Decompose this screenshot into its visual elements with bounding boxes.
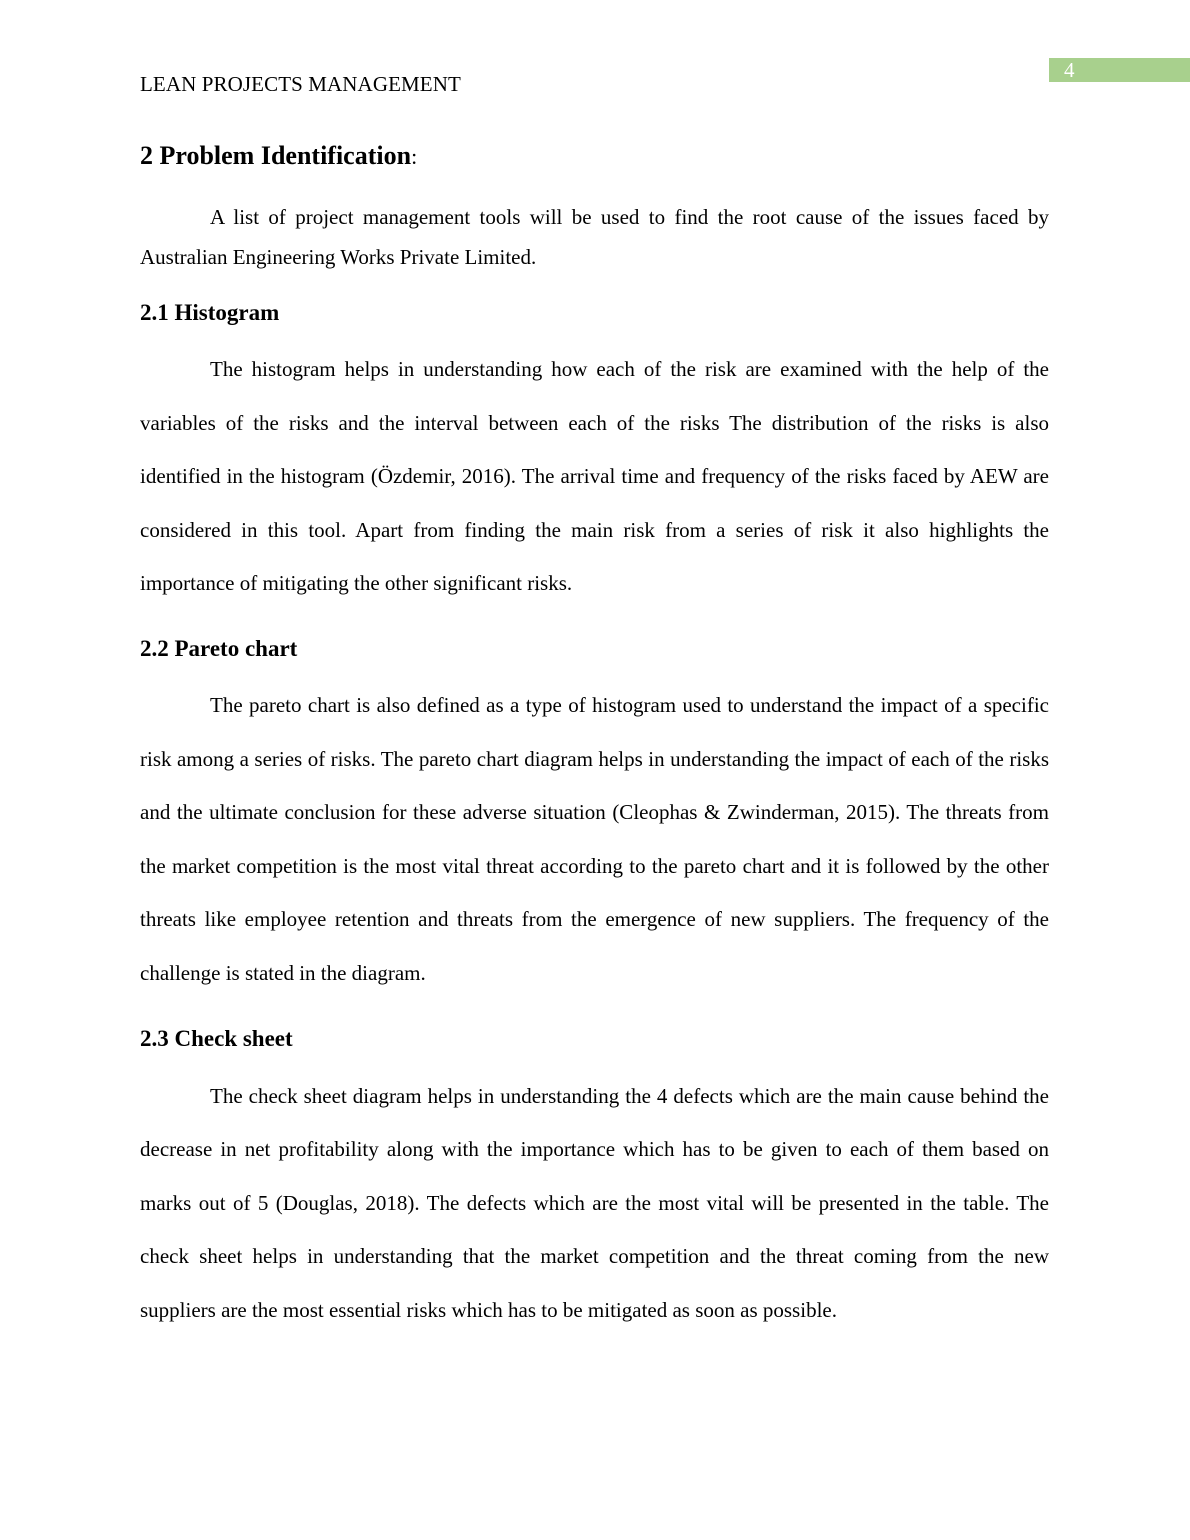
page-number: 4	[1064, 58, 1075, 82]
subheading-histogram: 2.1 Histogram	[140, 300, 280, 325]
document-body	[140, 138, 1049, 1338]
running-head: LEAN PROJECTS MANAGEMENT	[140, 72, 461, 96]
heading-colon: :	[411, 144, 418, 169]
section-title: 2 Problem Identification	[140, 141, 412, 170]
subheading-pareto-chart: 2.2 Pareto chart	[140, 635, 298, 661]
subheading-check-sheet: 2.3 Check sheet	[140, 1025, 293, 1051]
section-heading-problem-identification	[140, 138, 1049, 175]
histogram-paragraph: The histogram helps in understanding how each of the risk are examined with the help of the variables of the risks and the interval between each of the risks The distribution of the risks is also identified in the histogram (Özdemir, 2016). The arrival time and frequency of the risks faced by AEW are considered in this tool. Apart from finding the main risk from a series of risk it also highlights the importance of mitigating the other significant risks.	[140, 357, 1049, 596]
intro-paragraph: A list of project management tools will be used to find the root cause of the issues faced by Australian Engineering Works Private Limited.	[140, 205, 1049, 269]
check-sheet-paragraph: The check sheet diagram helps in understanding the 4 defects which are the main cause behind the decrease in net profitability along with the importance which has to be given to each of them based on marks out of 5 (Douglas, 2018). The defects which are the most vital will be presented in the table. The check sheet helps in understanding that the market competition and the threat coming from the new suppliers are the most essential risks which has to be mitigated as soon as possible.	[140, 1083, 1049, 1322]
page-number-badge	[1049, 58, 1190, 82]
pareto-paragraph: The pareto chart is also defined as a type of histogram used to understand the impact of a specific risk among a series of risks. The pareto chart diagram helps in understanding the impact of each of the risks and the ultimate conclusion for these adverse situation (Cleophas & Zwinderman, 2015). The threats from the market competition is the most vital threat according to the pareto chart and it is followed by the other threats like employee retention and threats from the emergence of new suppliers. The frequency of the challenge is stated in the diagram.	[140, 692, 1049, 985]
